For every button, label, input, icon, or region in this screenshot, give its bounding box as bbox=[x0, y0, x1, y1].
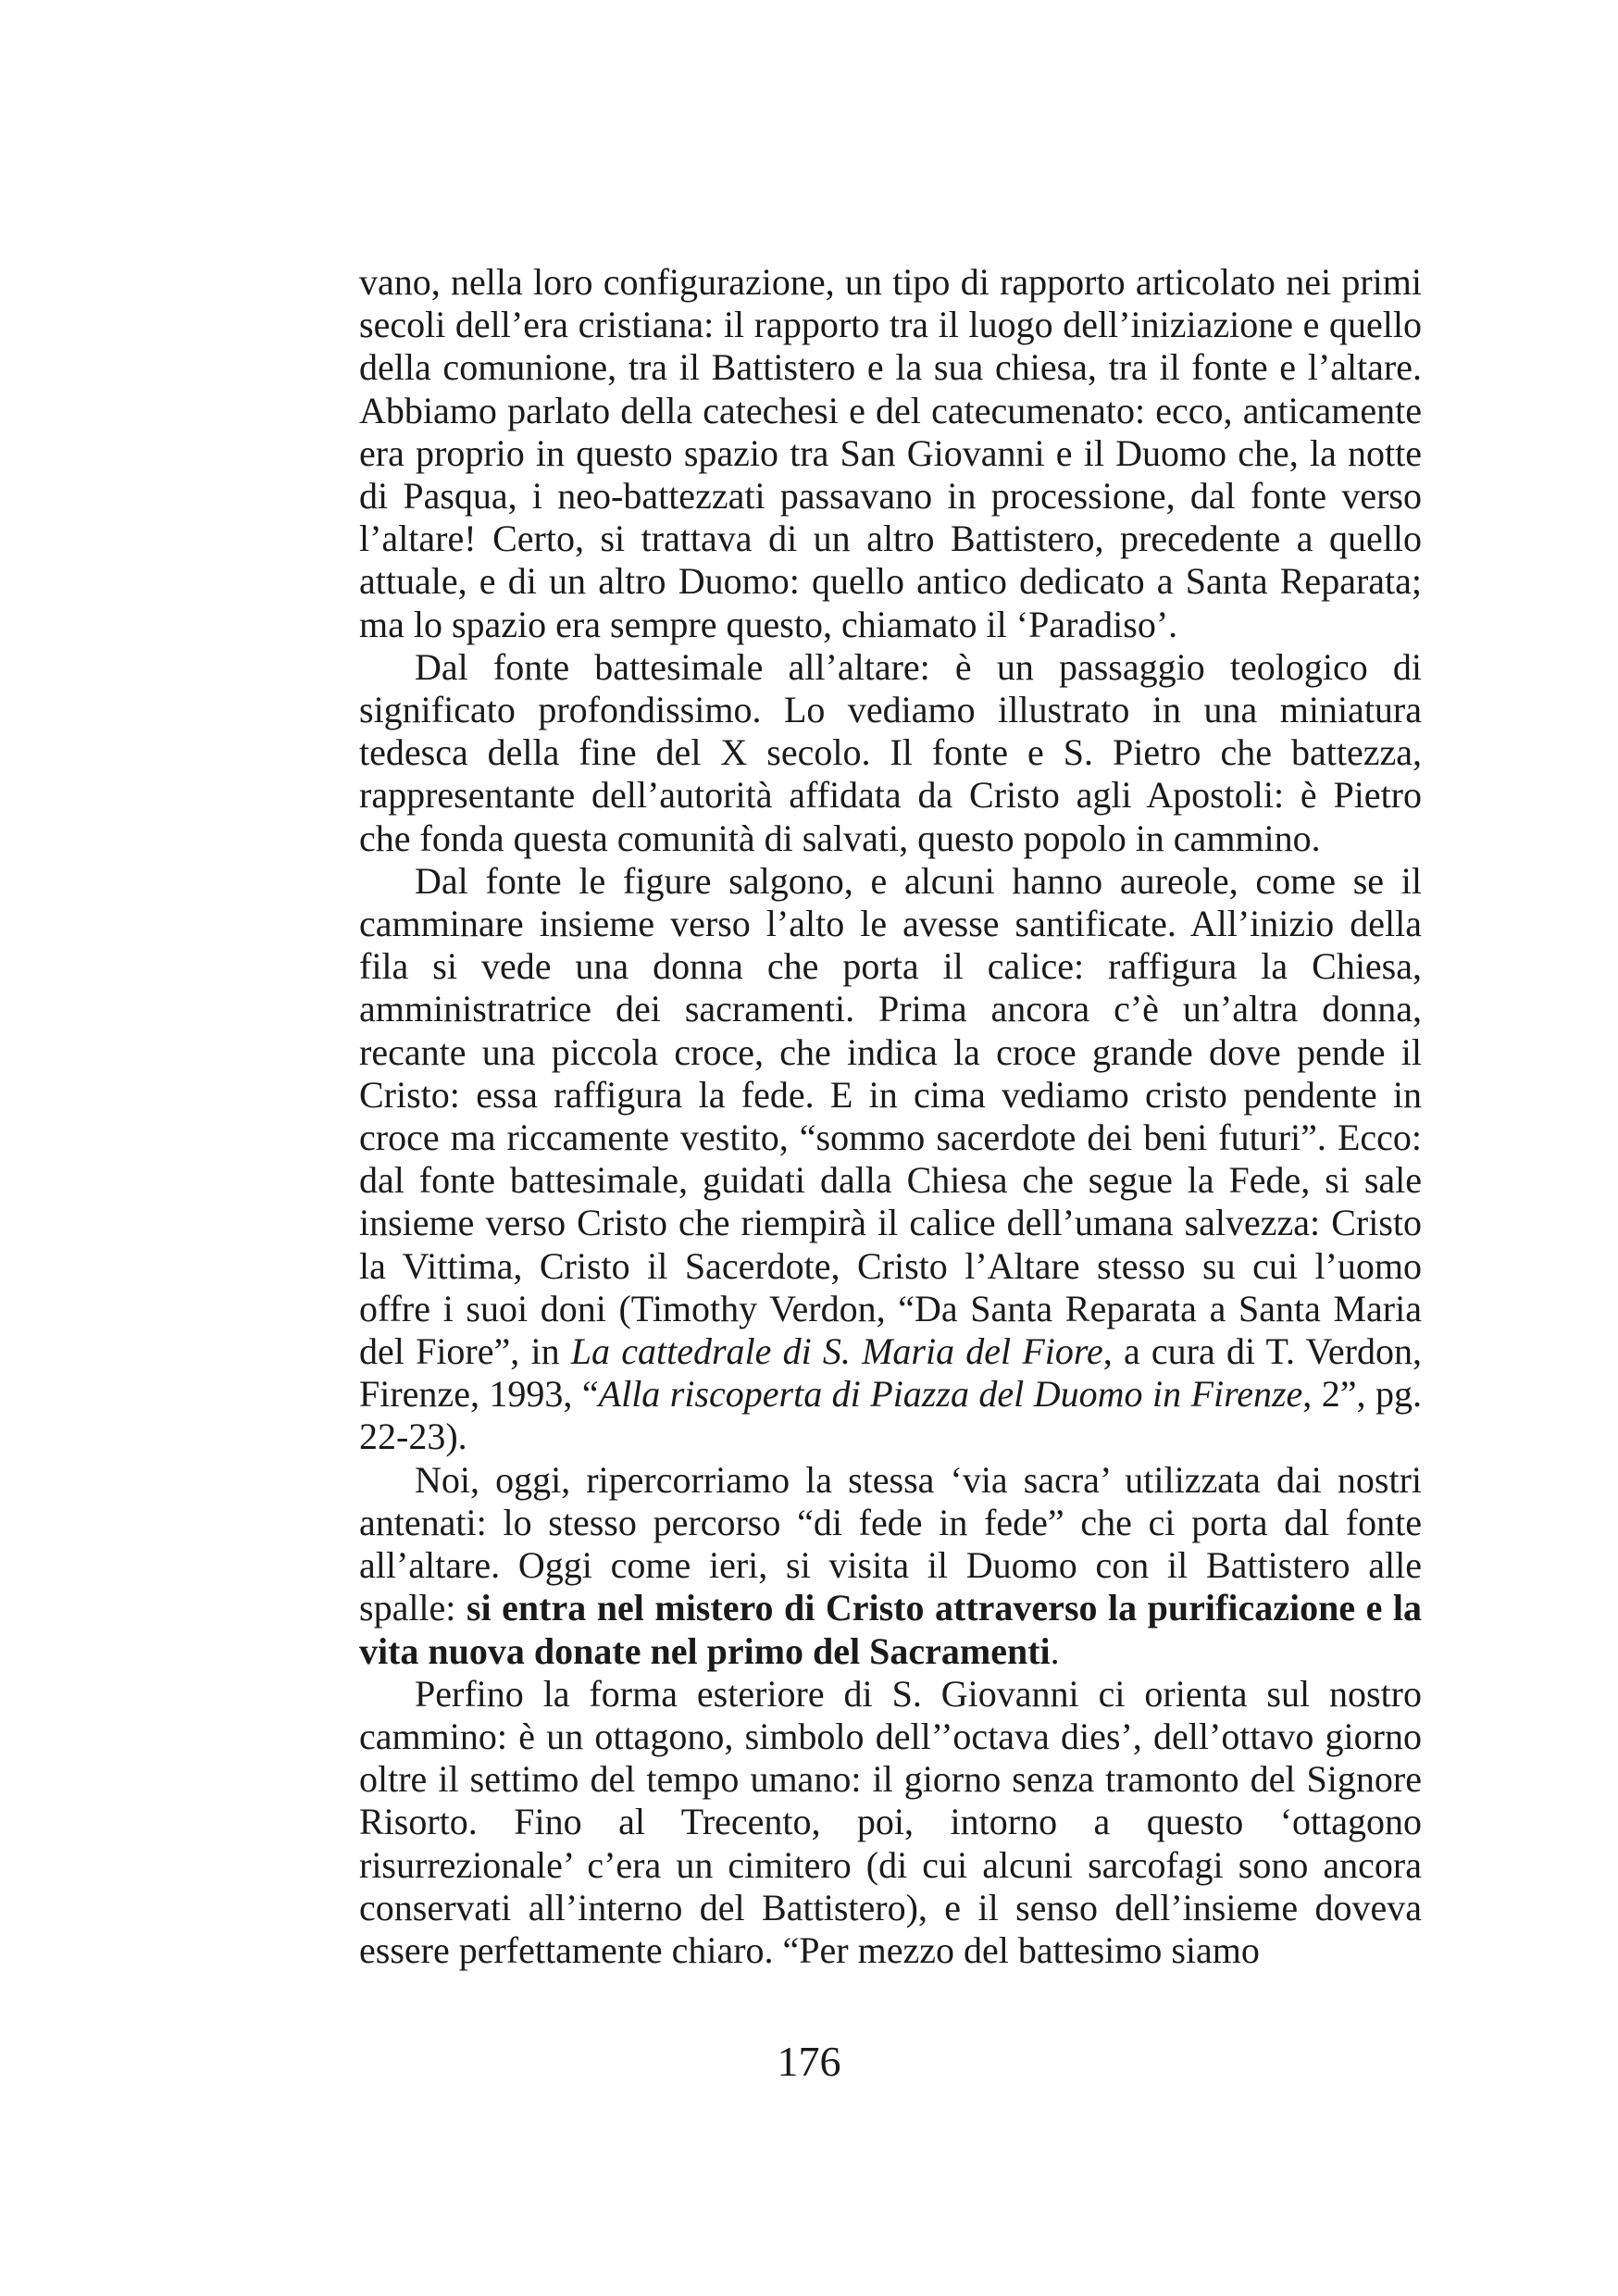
paragraph-3-text-c: , 2”, pg. 22-23). bbox=[359, 1373, 1422, 1458]
paragraph-4-text-a: Noi, oggi, ripercorriamo la stessa ‘via sacra’ utilizzata dai nostri antenati: lo stesso percorso “di fede in fede” che ci porta dal fonte all’altare. Oggi come ieri, si visita il Duomo con il Battistero alle spalle: bbox=[359, 1458, 1422, 1629]
page-number: 176 bbox=[777, 2038, 841, 2085]
paragraph-2-text: Dal fonte battesimale all’altare: è un passaggio teologico di significato profondissimo. Lo vediamo illustrato in una miniatura tedesca della fine del X secolo. Il fonte e S. Pietro che battezza, rappresentante dell’autorità affidata da Cristo agli Apostoli: è Pietro che fonda questa comunità di salvati, questo popolo in cammino. bbox=[359, 645, 1422, 859]
paragraph-3-text-a: Dal fonte le figure salgono, e alcuni hanno aureole, come se il camminare insieme verso l’alto le avesse santificate. All’inizio della fila si vede una donna che porta il calice: raffigura la Chiesa, amministratrice dei sacramenti. Prima ancora c’è un’altra donna, recante una piccola croce, che indica la croce grande dove pende il Cristo: essa raffigura la fede. E in cima vediamo cristo pendente in croce ma riccamente vestito, “sommo sacerdote dei beni futuri”. Ecco: dal fonte battesimale, guidati dalla Chiesa che segue la Fede, si sale insieme verso Cristo che riempirà il calice dell’umana salvezza: Cristo la Vittima, Cristo il Sacerdote, Cristo l’Altare stesso su cui l’uomo offre i suoi doni (Timothy Verdon, “Da Santa Reparata a Santa Maria del Fiore”, in bbox=[359, 859, 1422, 1373]
paragraph-2 bbox=[359, 646, 1422, 860]
paragraph-1 bbox=[359, 261, 1422, 646]
paragraph-3 bbox=[359, 860, 1422, 1459]
paragraph-4 bbox=[359, 1459, 1422, 1673]
paragraph-5 bbox=[359, 1673, 1422, 1972]
citation-title-1: La cattedrale di S. Maria del Fiore bbox=[570, 1330, 1103, 1373]
paragraph-4-bold: si entra nel mistero di Cristo attraverso la purificazione e la vita nuova donate nel primo del Sacramenti bbox=[359, 1587, 1422, 1672]
paragraph-4-text-b: . bbox=[1050, 1629, 1060, 1672]
citation-title-2: Alla riscoperta di Piazza del Duomo in Firenze bbox=[598, 1373, 1303, 1416]
paragraph-3-text-b: , a cura di T. Verdon, Firenze, 1993, “ bbox=[359, 1330, 1423, 1416]
body-text bbox=[359, 261, 1422, 1972]
paragraph-5-text: Perfino la forma esteriore di S. Giovanni ci orienta sul nostro cammino: è un ottagono, simbolo dell’’octava dies’, dell’ottavo giorno oltre il settimo del tempo umano: il giorno senza tramonto del Signore Risorto. Fino al Trecento, poi, intorno a questo ‘ottagono risurrezionale’ c’era un cimitero (di cui alcuni sarcofagi sono ancora conservati all’interno del Battistero), e il senso dell’insieme doveva essere perfettamente chiaro. “Per mezzo del battesimo siamo bbox=[359, 1672, 1422, 1971]
paragraph-1-text: vano, nella loro configurazione, un tipo di rapporto articolato nei primi secoli dell’era cristiana: il rapporto tra il luogo dell’iniziazione e quello della comunione, tra il Battistero e la sua chiesa, tra il fonte e l’altare. Abbiamo parlato della catechesi e del catecumenato: ecco, anticamente era proprio in questo spazio tra San Giovanni e il Duomo che, la notte di Pasqua, i neo-battezzati passavano in processione, dal fonte verso l’altare! Certo, si trattava di un altro Battistero, precedente a quello attuale, e di un altro Duomo: quello antico dedicato a Santa Reparata; ma lo spazio era sempre questo, chiamato il ‘Paradiso’. bbox=[359, 261, 1422, 645]
